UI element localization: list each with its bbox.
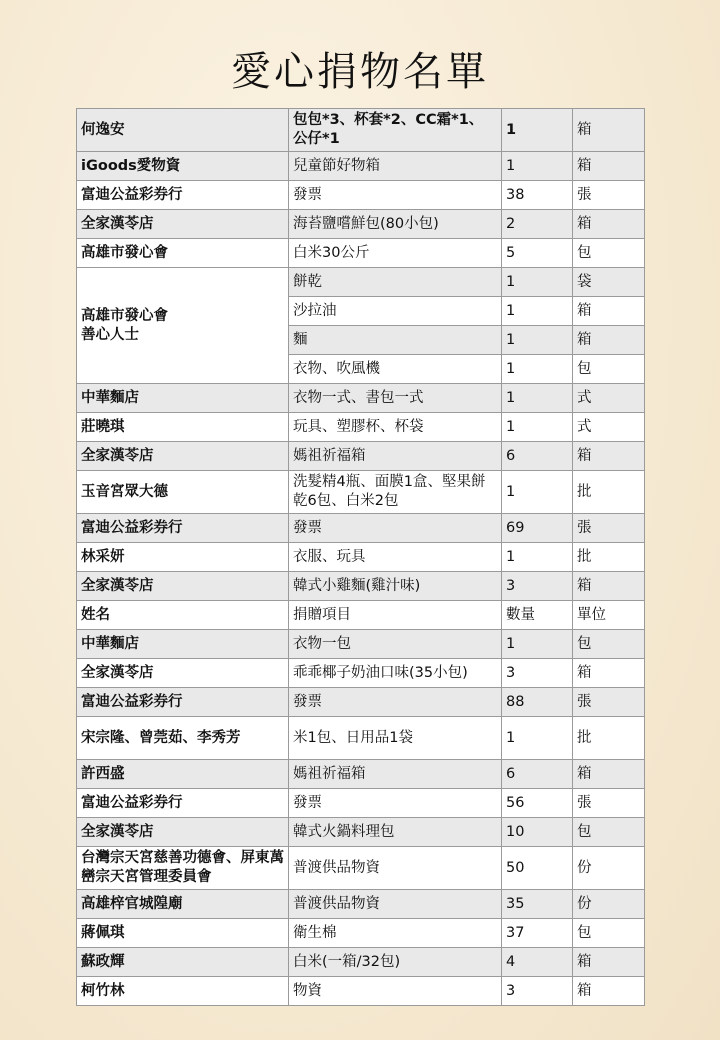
donation-quantity: 50 (502, 847, 573, 890)
donor-name: 莊曉琪 (77, 413, 289, 442)
donation-quantity: 1 (502, 717, 573, 760)
donor-name: 蔣佩琪 (77, 919, 289, 948)
donation-item: 兒童節好物箱 (289, 152, 502, 181)
donation-quantity: 38 (502, 181, 573, 210)
donor-name: 宋宗隆、曾莞茹、李秀芳 (77, 717, 289, 760)
table-row (77, 847, 645, 890)
donation-unit: 批 (573, 717, 645, 760)
donation-item: 米1包、日用品1袋 (289, 717, 502, 760)
donation-unit: 箱 (573, 572, 645, 601)
donation-quantity: 1 (502, 326, 573, 355)
donation-item: 衛生棉 (289, 919, 502, 948)
donation-item: 媽祖祈福箱 (289, 442, 502, 471)
donation-table (76, 108, 645, 1006)
donation-item: 韓式小雞麵(雞汁味) (289, 572, 502, 601)
table-row (77, 890, 645, 919)
donor-name: 富迪公益彩券行 (77, 688, 289, 717)
donation-item: 白米30公斤 (289, 239, 502, 268)
table-row (77, 572, 645, 601)
donation-unit: 張 (573, 688, 645, 717)
donation-unit: 箱 (573, 948, 645, 977)
donation-quantity: 5 (502, 239, 573, 268)
donor-name: 高雄市發心會 (77, 239, 289, 268)
column-header-item: 捐贈項目 (289, 601, 502, 630)
donation-quantity: 3 (502, 572, 573, 601)
donation-item: 發票 (289, 688, 502, 717)
donation-item: 海苔鹽嚐鮮包(80小包) (289, 210, 502, 239)
donor-name: 蘇政輝 (77, 948, 289, 977)
table-row (77, 717, 645, 760)
column-header-quantity: 數量 (502, 601, 573, 630)
donation-quantity: 1 (502, 413, 573, 442)
donor-name: 全家漢苓店 (77, 572, 289, 601)
donation-item: 發票 (289, 789, 502, 818)
donation-item: 衣服、玩具 (289, 543, 502, 572)
column-header-name: 姓名 (77, 601, 289, 630)
donor-name: 全家漢苓店 (77, 442, 289, 471)
donation-item: 發票 (289, 514, 502, 543)
table-row (77, 919, 645, 948)
donation-unit: 批 (573, 543, 645, 572)
donation-unit: 包 (573, 919, 645, 948)
donation-quantity: 1 (502, 152, 573, 181)
donation-unit: 箱 (573, 442, 645, 471)
donation-unit: 式 (573, 413, 645, 442)
donation-unit: 箱 (573, 659, 645, 688)
donation-table-body (77, 109, 645, 1006)
donor-name: 中華麵店 (77, 384, 289, 413)
donation-quantity: 4 (502, 948, 573, 977)
table-row (77, 413, 645, 442)
donation-item: 媽祖祈福箱 (289, 760, 502, 789)
donation-quantity: 69 (502, 514, 573, 543)
donor-name: 富迪公益彩券行 (77, 789, 289, 818)
table-row (77, 543, 645, 572)
donation-item: 普渡供品物資 (289, 890, 502, 919)
donation-unit: 式 (573, 384, 645, 413)
table-row (77, 109, 645, 152)
donation-item: 衣物一包 (289, 630, 502, 659)
donation-quantity: 1 (502, 268, 573, 297)
donation-unit: 張 (573, 181, 645, 210)
donor-name: 全家漢苓店 (77, 818, 289, 847)
donor-name: 玉音宮眾大德 (77, 471, 289, 514)
donation-quantity: 37 (502, 919, 573, 948)
donor-name: 富迪公益彩券行 (77, 181, 289, 210)
donor-name: 何逸安 (77, 109, 289, 152)
table-row (77, 514, 645, 543)
table-row (77, 948, 645, 977)
donation-quantity: 1 (502, 471, 573, 514)
donor-name: 許西盛 (77, 760, 289, 789)
donation-quantity: 1 (502, 630, 573, 659)
table-row (77, 688, 645, 717)
table-row (77, 152, 645, 181)
table-row (77, 818, 645, 847)
donation-unit: 包 (573, 355, 645, 384)
donation-quantity: 10 (502, 818, 573, 847)
donation-item: 麵 (289, 326, 502, 355)
donation-item: 玩具、塑膠杯、杯袋 (289, 413, 502, 442)
donation-item: 包包*3、杯套*2、CC霜*1、公仔*1 (289, 109, 502, 152)
donation-quantity: 1 (502, 297, 573, 326)
donor-name: 台灣宗天宮慈善功德會、屏東萬巒宗天宮管理委員會 (77, 847, 289, 890)
donation-unit: 箱 (573, 109, 645, 152)
donation-quantity: 56 (502, 789, 573, 818)
donation-unit: 箱 (573, 977, 645, 1006)
donor-name: 全家漢苓店 (77, 210, 289, 239)
donation-quantity: 3 (502, 977, 573, 1006)
donation-quantity: 1 (502, 355, 573, 384)
donation-unit: 包 (573, 818, 645, 847)
donation-unit: 箱 (573, 210, 645, 239)
table-row (77, 442, 645, 471)
donation-quantity: 35 (502, 890, 573, 919)
donation-unit: 包 (573, 239, 645, 268)
donation-unit: 袋 (573, 268, 645, 297)
donation-quantity: 1 (502, 543, 573, 572)
donation-unit: 份 (573, 847, 645, 890)
donation-item: 沙拉油 (289, 297, 502, 326)
donor-name: 高雄梓官城隍廟 (77, 890, 289, 919)
donation-item: 物資 (289, 977, 502, 1006)
donation-item: 衣物一式、書包一式 (289, 384, 502, 413)
table-row (77, 181, 645, 210)
table-row (77, 659, 645, 688)
donation-quantity: 3 (502, 659, 573, 688)
donation-item: 普渡供品物資 (289, 847, 502, 890)
table-row (77, 210, 645, 239)
donation-unit: 箱 (573, 760, 645, 789)
donor-name: iGoods愛物資 (77, 152, 289, 181)
donor-name: 全家漢苓店 (77, 659, 289, 688)
table-row (77, 760, 645, 789)
donation-quantity: 1 (502, 109, 573, 152)
table-row (77, 630, 645, 659)
donation-quantity: 6 (502, 760, 573, 789)
donation-unit: 批 (573, 471, 645, 514)
table-row (77, 789, 645, 818)
donation-unit: 份 (573, 890, 645, 919)
donation-unit: 張 (573, 514, 645, 543)
donation-item: 白米(一箱/32包) (289, 948, 502, 977)
donation-unit: 包 (573, 630, 645, 659)
donation-quantity: 88 (502, 688, 573, 717)
donation-item: 韓式火鍋料理包 (289, 818, 502, 847)
donor-name: 富迪公益彩券行 (77, 514, 289, 543)
donor-name: 柯竹林 (77, 977, 289, 1006)
donation-item: 洗髮精4瓶、面膜1盒、堅果餅乾6包、白米2包 (289, 471, 502, 514)
table-header-row (77, 601, 645, 630)
donation-quantity: 1 (502, 384, 573, 413)
donation-item: 衣物、吹風機 (289, 355, 502, 384)
table-row (77, 239, 645, 268)
donation-item: 餅乾 (289, 268, 502, 297)
donation-quantity: 2 (502, 210, 573, 239)
donor-name: 中華麵店 (77, 630, 289, 659)
donor-name: 林采妍 (77, 543, 289, 572)
table-row (77, 384, 645, 413)
donation-item: 發票 (289, 181, 502, 210)
table-row (77, 977, 645, 1006)
table-row (77, 471, 645, 514)
page-title: 愛心捐物名單 (231, 49, 489, 95)
donation-unit: 箱 (573, 152, 645, 181)
donation-unit: 箱 (573, 326, 645, 355)
donation-unit: 箱 (573, 297, 645, 326)
donation-quantity: 6 (502, 442, 573, 471)
column-header-unit: 單位 (573, 601, 645, 630)
donor-name: 高雄市發心會 善心人士 (77, 268, 289, 384)
table-row (77, 268, 645, 297)
donation-item: 乖乖椰子奶油口味(35小包) (289, 659, 502, 688)
donation-unit: 張 (573, 789, 645, 818)
